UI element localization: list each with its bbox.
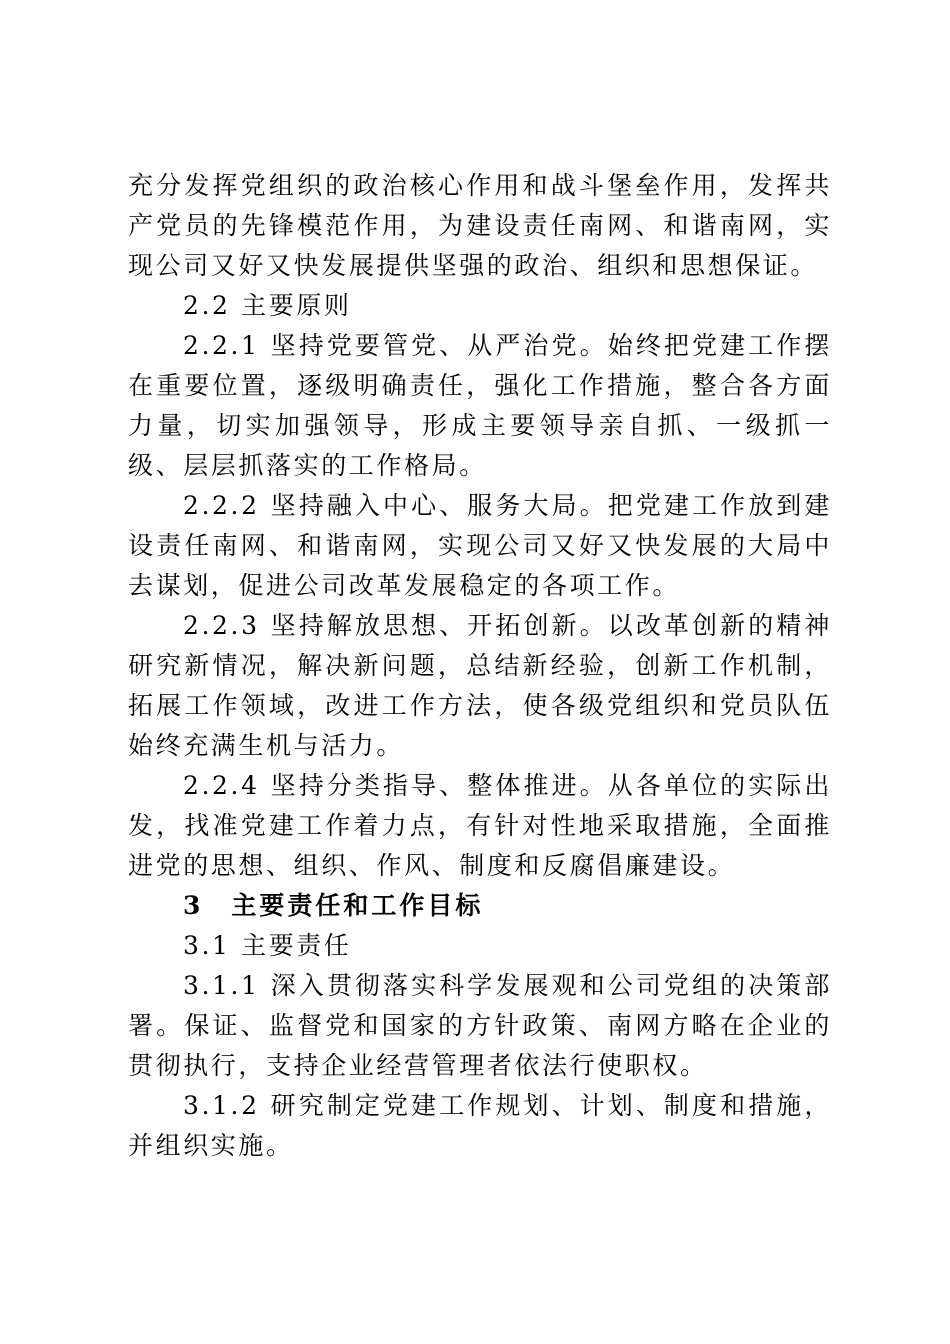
paragraph-2-2-1: 2.2.1 坚持党要管党、从严治党。始终把党建工作摆在重要位置，逐级明确责任，强化工作措施，整合各方面力量，切实加强领导，形成主要领导亲自抓、一级抓一级、层层抓落实的工作格局。: [128, 331, 832, 480]
section-heading-3: 3 主要责任和工作目标: [183, 891, 484, 920]
subheading-3-1: 3.1 主要责任: [183, 931, 352, 960]
paragraph-continuation: 充分发挥党组织的政治核心作用和战斗堡垒作用，发挥共产党员的先锋模范作用，为建设责任南网、和谐南网，实现公司又好又快发展提供坚强的政治、组织和思想保证。: [128, 171, 832, 280]
paragraph-2-2-4: 2.2.4 坚持分类指导、整体推进。从各单位的实际出发，找准党建工作着力点，有针对性地采取措施，全面推进党的思想、组织、作风、制度和反腐倡廉建设。: [128, 771, 832, 880]
paragraph-3-1-2: 3.1.2 研究制定党建工作规划、计划、制度和措施，并组织实施。: [128, 1091, 832, 1160]
subheading-2-2: 2.2 主要原则: [183, 291, 352, 320]
paragraph-2-2-2: 2.2.2 坚持融入中心、服务大局。把党建工作放到建设责任南网、和谐南网，实现公司又好又快发展的大局中去谋划，促进公司改革发展稳定的各项工作。: [128, 491, 832, 600]
paragraph-2-2-3: 2.2.3 坚持解放思想、开拓创新。以改革创新的精神研究新情况，解决新问题，总结新经验，创新工作机制，拓展工作领域，改进工作方法，使各级党组织和党员队伍始终充满生机与活力。: [128, 611, 832, 760]
paragraph-3-1-1: 3.1.1 深入贯彻落实科学发展观和公司党组的决策部署。保证、监督党和国家的方针政策、南网方略在企业的贯彻执行，支持企业经营管理者依法行使职权。: [128, 971, 832, 1080]
document-body: [128, 166, 832, 1166]
